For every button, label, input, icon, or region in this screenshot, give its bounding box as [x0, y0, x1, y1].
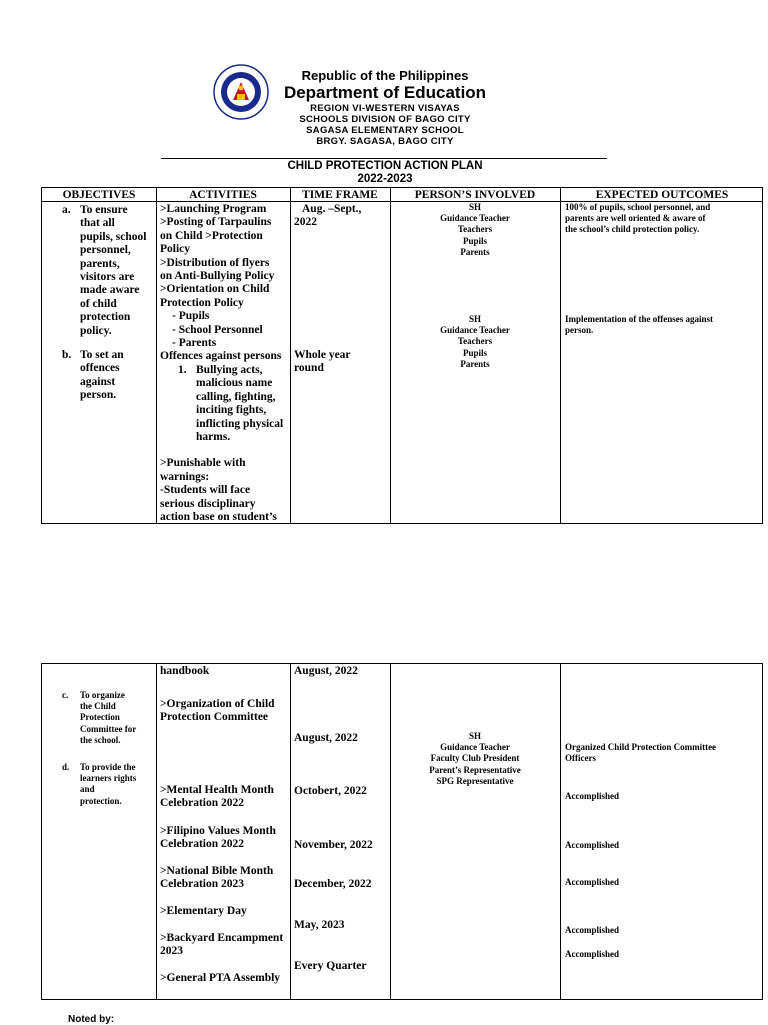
objective-a: a. To ensure that all pupils, school personnel, parents, visitors are made aware of child protection policy. — [62, 204, 147, 337]
school-line: SAGASA ELEMENTARY SCHOOL — [306, 125, 464, 136]
republic-line: Republic of the Philippines — [301, 68, 469, 83]
time-aug-2: August, 2022 — [294, 732, 358, 744]
activity-filipino-values: >Filipino Values Month Celebration 2022 — [160, 825, 276, 851]
activity-pta-assembly: >General PTA Assembly — [160, 972, 281, 984]
header-time-frame: TIME FRAME — [302, 189, 378, 201]
header-divider — [161, 158, 607, 159]
time-frame-1: Aug. –Sept., 2022 — [294, 203, 362, 229]
header-expected-outcomes: EXPECTED OUTCOMES — [595, 189, 729, 201]
activity-backyard-encampment: >Backyard Encampment 2023 — [160, 932, 284, 958]
objective-c: c. To organize the Child Protection Committee for the school. — [62, 690, 137, 745]
address-line: BRGY. SAGASA, BAGO CITY — [316, 136, 454, 147]
department-title: Department of Education — [283, 83, 487, 102]
header-persons-involved: PERSON’S INVOLVED — [414, 189, 536, 201]
outcome-accomplished: Accomplished — [565, 925, 619, 935]
outcome-accomplished: Accomplished — [565, 949, 619, 959]
outcome-accomplished: Accomplished — [565, 840, 619, 850]
region-line: REGION VI-WESTERN VISAYAS — [310, 103, 460, 114]
time-dec: December, 2022 — [294, 878, 372, 890]
time-frame-2: Whole year round — [294, 349, 351, 375]
outcome-accomplished: Accomplished — [565, 791, 619, 801]
action-plan-table-page1 — [41, 187, 763, 524]
activity-bible-month: >National Bible Month Celebration 2023 — [160, 865, 274, 891]
time-may: May, 2023 — [294, 919, 345, 931]
outcome-accomplished: Accomplished — [565, 877, 619, 887]
outcome-organized-committee: Organized Child Protection Committee Officers — [565, 742, 717, 764]
activities-list: >Launching Program >Posting of Tarpaulins on Child >Protection Policy >Distribution of flyers on Anti-Bullying Policy >Orientation on Child Protection Policy - Pupils - School Personnel - Parents Offences against persons 1. Bullying acts, malicious name calling, fighting, inciting fights, inflicting physical harms. >Punishable with warnings: -Students will face serious disciplinary action base on student’s — [160, 203, 284, 523]
expected-outcome-1: 100% of pupils, school personnel, and parents are well oriented & aware of the school’s child protection policy. — [565, 202, 711, 235]
noted-by-label: Noted by: — [68, 1014, 115, 1025]
objective-b: b. To set an offences against person. — [62, 349, 124, 402]
activity-organization: >Organization of Child Protection Committee — [160, 698, 275, 724]
document-title: CHILD PROTECTION ACTION PLAN — [287, 160, 483, 172]
division-line: SCHOOLS DIVISION OF BAGO CITY — [299, 114, 471, 125]
time-aug-1: August, 2022 — [294, 665, 358, 677]
document-year: 2022-2023 — [357, 173, 413, 185]
activity-handbook: handbook — [160, 665, 210, 677]
time-every-quarter: Every Quarter — [294, 960, 367, 972]
expected-outcome-2: Implementation of the offenses against person. — [565, 314, 713, 336]
persons-involved-1: SH Guidance Teacher Teachers Pupils Parents — [440, 202, 510, 257]
header-objectives: OBJECTIVES — [62, 189, 136, 201]
header-activities: ACTIVITIES — [189, 189, 257, 201]
objective-d: d. To provide the learners rights and protection. — [62, 762, 137, 806]
action-plan-table-page2 — [41, 663, 763, 1000]
time-oct: Octobert, 2022 — [294, 785, 367, 797]
time-nov: November, 2022 — [294, 839, 373, 851]
activity-mental-health: >Mental Health Month Celebration 2022 — [160, 784, 274, 810]
persons-involved-2: SH Guidance Teacher Teachers Pupils Parents — [440, 314, 510, 369]
activity-elementary-day: >Elementary Day — [160, 905, 247, 917]
persons-involved-3: SH Guidance Teacher Faculty Club President Parent’s Representative SPG Representative — [429, 731, 521, 786]
